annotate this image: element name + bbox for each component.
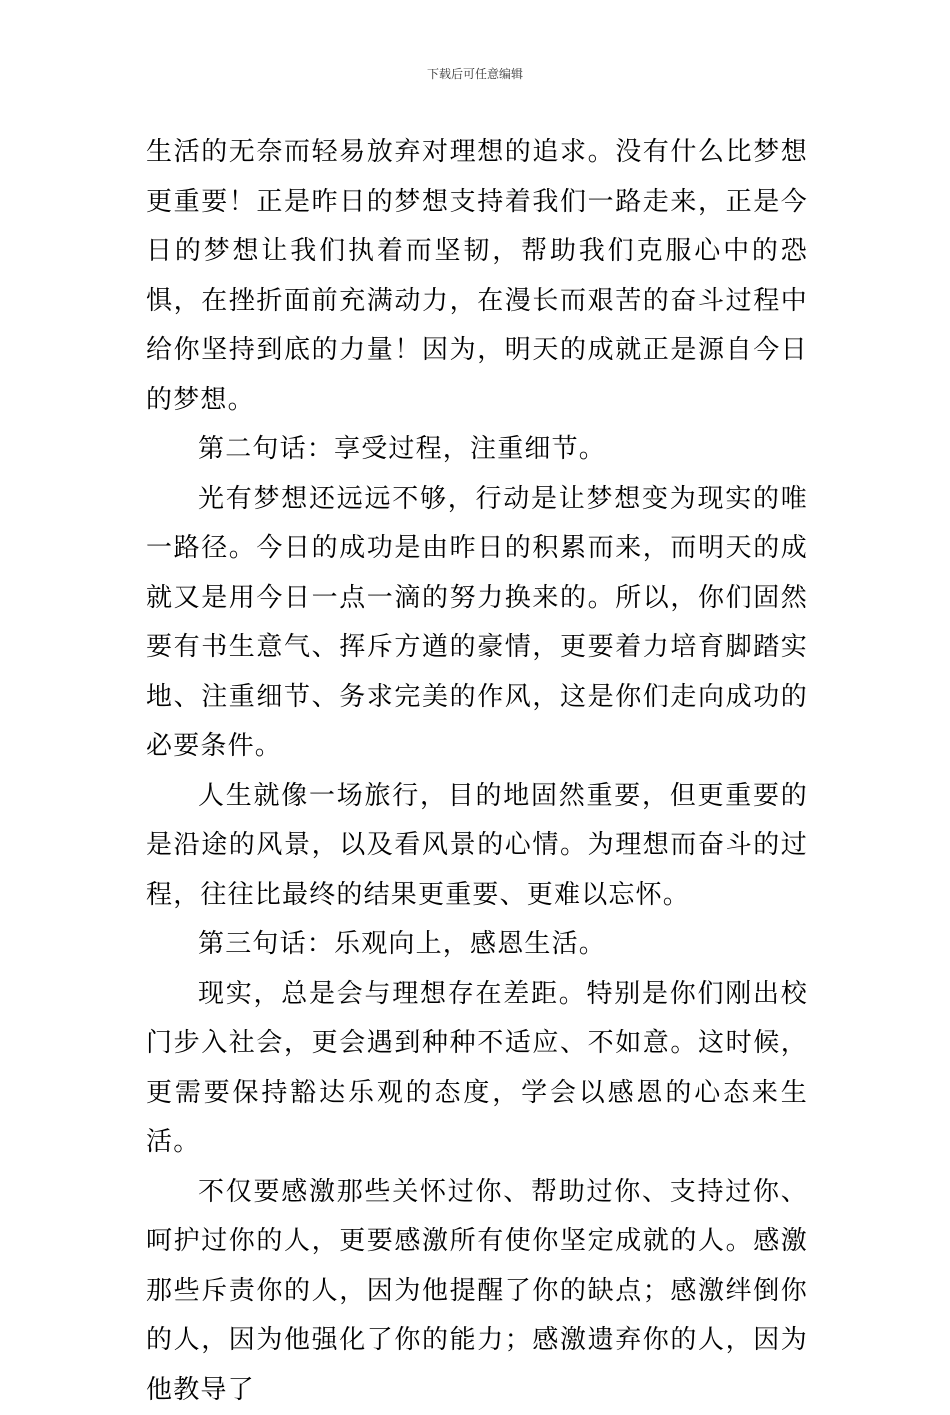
paragraph-continuation: 生活的无奈而轻易放弃对理想的追求。没有什么比梦想更重要！正是昨日的梦想支持着我们一路走来，正是今日的梦想让我们执着而坚韧，帮助我们克服心中的恐惧，在挫折面前充满动力，在漫长而艰苦的奋斗过程中给你坚持到底的力量！因为，明天的成就正是源自今日的梦想。 [146, 128, 808, 425]
page-header-note: 下载后可任意编辑 [0, 64, 950, 84]
section-heading-third: 第三句话：乐观向上，感恩生活。 [146, 920, 808, 970]
paragraph: 不仅要感激那些关怀过你、帮助过你、支持过你、呵护过你的人，更要感激所有使你坚定成就的人。感激那些斥责你的人，因为他提醒了你的缺点；感激绊倒你的人，因为他强化了你的能力；感激遗弃你的人，因为他教导了 [146, 1168, 808, 1415]
section-heading-second: 第二句话：享受过程，注重细节。 [146, 425, 808, 475]
paragraph: 现实，总是会与理想存在差距。特别是你们刚出校门步入社会，更会遇到种种不适应、不如意。这时候，更需要保持豁达乐观的态度，学会以感恩的心态来生活。 [146, 970, 808, 1168]
paragraph: 人生就像一场旅行，目的地固然重要，但更重要的是沿途的风景，以及看风景的心情。为理想而奋斗的过程，往往比最终的结果更重要、更难以忘怀。 [146, 772, 808, 921]
paragraph: 光有梦想还远远不够，行动是让梦想变为现实的唯一路径。今日的成功是由昨日的积累而来，而明天的成就又是用今日一点一滴的努力换来的。所以，你们固然要有书生意气、挥斥方遒的豪情，更要着力培育脚踏实地、注重细节、务求完美的作风，这是你们走向成功的必要条件。 [146, 475, 808, 772]
document-body [146, 128, 808, 1415]
